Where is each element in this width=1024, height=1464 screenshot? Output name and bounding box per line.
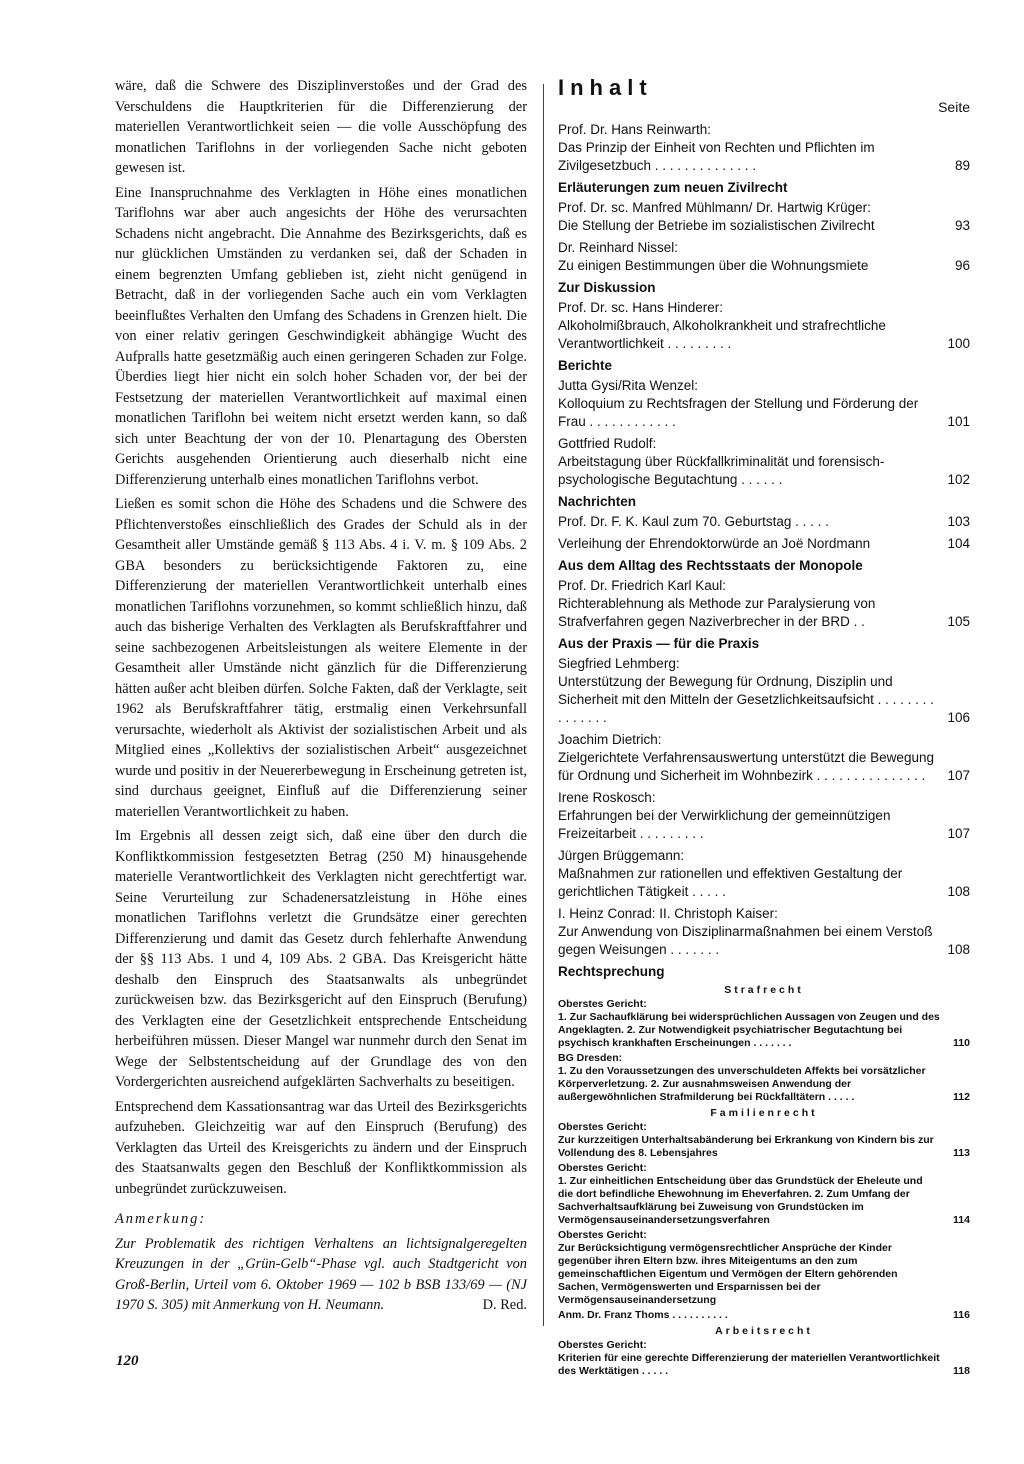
toc-entry-author: Jürgen Brüggemann: (558, 848, 685, 863)
toc-entry-author: Jutta Gysi/Rita Wenzel: (558, 378, 699, 393)
note-heading: Anmerkung: (115, 1211, 207, 1227)
toc-entry-title: Kolloquium zu Rechtsfragen der Stellung und Förderung der Frau . . . . . . . . . . . . (558, 396, 919, 429)
toc-entry-author: Joachim Dietrich: (558, 732, 662, 747)
toc-entry-title: Zu einigen Bestimmungen über die Wohnungsmiete (558, 258, 869, 273)
paragraph: wäre, daß die Schwere des Disziplinverstoßes und der Grad des Verschuldens die Hauptkriterien für die Differenzierung der materiellen Verantwortlichkeit seien — die volle Ausschöpfung des monatlichen Tariflohns in der vorliegenden Sache nicht geboten gewesen ist. (115, 78, 527, 176)
toc-entry-row (558, 317, 970, 353)
toc-entry-author: BG Dresden: (558, 1052, 623, 1064)
toc-subsection-heading: Arbeitsrecht (715, 1325, 813, 1337)
toc-entry (558, 1052, 970, 1104)
toc-entry-title: Die Stellung der Betriebe im sozialistischen Zivilrecht (558, 218, 875, 233)
toc-entry-row (558, 673, 970, 727)
toc-entry-title: Unterstützung der Bewegung für Ordnung, Disziplin und Sicherheit mit den Mitteln der Gesetzlichkeitsaufsicht . . . . . . . . . . . . . . . (558, 674, 934, 725)
toc-entry-author: Irene Roskosch: (558, 790, 656, 805)
toc-entry-page: 110 (953, 1037, 970, 1049)
toc-entry (558, 299, 970, 353)
paragraph: Im Ergebnis all dessen zeigt sich, daß eine über den durch die Konfliktkommission festgesetzten Betrag (250 M) hinausgehende materielle Verantwortlichkeit des Verklagten nicht gerechtfertigt war. Seine Verurteilung zur Schadenersatzleistung in Höhe eines monatlichen Tariflohns verletzt die Grundsätze einer gerechten Differenzierung und damit das Gesetz durch fehlerhafte Anwendung der §§ 113 Abs. 1 und 4, 109 Abs. 2 GBA. Das Kreisgericht hätte deshalb den Einspruch des Staatsanwalts als unbegründet zurückweisen bzw. das Bezirksgericht auf den Einspruch (Berufung) des Verklagten eine der Gesetzlichkeit entsprechende Entscheidung herbeiführen müssen. Dieser Mangel war nunmehr durch den Senat im Wege der Selbstentscheidung auf der Grundlage des von den Vordergerichten ausreichend aufgeklärten Sachverhalts zu beseitigen. (115, 828, 527, 1090)
toc-entry-page: 105 (947, 614, 970, 629)
toc-entry-page: 101 (947, 414, 970, 429)
toc-entry-title: Erfahrungen bei der Verwirklichung der gemeinnützigen Freizeitarbeit . . . . . . . . . (558, 808, 891, 841)
column-divider (543, 84, 544, 1326)
toc-entry-title: Zielgerichtete Verfahrensauswertung unterstützt die Bewegung für Ordnung und Sicherheit im Wohnbezirk . . . . . . . . . . . . . . . (558, 750, 934, 783)
toc-entry (558, 121, 970, 175)
toc-entry-title: Arbeitstagung über Rückfallkriminalität und forensisch-psychologische Begutachtung . . . . . . (558, 454, 885, 487)
toc-entry (558, 577, 970, 631)
article-column (115, 76, 527, 1320)
toc-entry-title: Zur Anwendung von Disziplinarmaßnahmen bei einem Verstoß gegen Weisungen . . . . . . . (558, 924, 933, 957)
toc-page-label: Seite (938, 99, 970, 115)
toc-entry-author: Prof. Dr. sc. Manfred Mühlmann/ Dr. Hartwig Krüger: (558, 200, 871, 215)
toc-section-heading: Zur Diskussion (558, 280, 656, 295)
toc-entry (558, 1229, 970, 1307)
toc-entry-page: 93 (954, 218, 970, 233)
toc-entry-row (558, 923, 970, 959)
toc-entry-author: Oberstes Gericht: (558, 1162, 647, 1174)
toc-entry-row (558, 1011, 970, 1050)
page-number: 120 (116, 1353, 139, 1369)
toc-entry-title: Verleihung der Ehrendoktorwürde an Joë Nordmann (558, 536, 871, 551)
toc-entry-author: Oberstes Gericht: (558, 1339, 647, 1351)
toc-entry (558, 513, 970, 531)
toc-section-heading: Rechtsprechung (558, 964, 665, 979)
toc-entry-row (558, 257, 970, 275)
toc-entry-row (558, 1065, 970, 1104)
toc-entry-title: Das Prinzip der Einheit von Rechten und Pflichten im Zivilgesetzbuch . . . . . . . . . . . . . . (558, 140, 875, 173)
toc-entry-title: Maßnahmen zur rationellen und effektiven Gestaltung der gerichtlichen Tätigkeit . . . . . (558, 866, 903, 899)
toc-entry-page: 102 (947, 472, 970, 487)
toc-entry (558, 1121, 970, 1160)
toc-entry-row (558, 217, 970, 235)
toc-entry-author: Dr. Reinhard Nissel: (558, 240, 679, 255)
toc-entry-row (558, 535, 970, 553)
toc-entry (558, 1339, 970, 1378)
toc-entry-title: Zur Berücksichtigung vermögensrechtlicher Ansprüche der Kinder gegenüber ihren Eltern bzw. ihres Miteigentums an den zum gemeinschaftlichen Eigentum und Vermögen der Eltern gehörenden Sachen, Vermögenswerten und Ersparnissen bei der Vermögensauseinandersetzung (558, 1242, 898, 1306)
toc-entry-author: Prof. Dr. sc. Hans Hinderer: (558, 300, 724, 315)
toc-entry-title: Richterablehnung als Methode zur Paralysierung von Strafverfahren gegen Naziverbrecher in der BRD . . (558, 596, 876, 629)
toc-entry-page: 114 (953, 1214, 970, 1226)
toc-entry-row (558, 1242, 970, 1307)
toc-entry-author: Oberstes Gericht: (558, 998, 647, 1010)
toc-entry (558, 199, 970, 235)
toc-entry-title: 1. Zur einheitlichen Entscheidung über das Grundstück der Eheleute und die dort befindliche Ehewohnung im Eheverfahren. 2. Zum Umfang der Sachverhaltsaufklärung bei Zuweisung von Grundstücken im Vermögensauseinandersetzungsverfahren (558, 1175, 923, 1226)
toc-entry-row (558, 749, 970, 785)
toc-entry (558, 905, 970, 959)
toc-entry-page: 107 (947, 768, 970, 783)
toc-entry-row (558, 1309, 970, 1322)
toc-entry-author: I. Heinz Conrad: II. Christoph Kaiser: (558, 906, 778, 921)
toc-section-heading: Erläuterungen zum neuen Zivilrecht (558, 180, 788, 195)
toc-entry (558, 789, 970, 843)
toc-entry-row (558, 807, 970, 843)
toc-entry-author: Siegfried Lehmberg: (558, 656, 680, 671)
toc-entry (558, 535, 970, 553)
toc-entry-title: Alkoholmißbrauch, Alkoholkrankheit und strafrechtliche Verantwortlichkeit . . . . . . . . . (558, 318, 886, 351)
toc-entry-title: Anm. Dr. Franz Thoms . . . . . . . . . . (558, 1309, 728, 1321)
toc-list (558, 121, 970, 1378)
toc-entry (558, 1309, 970, 1322)
toc-entry (558, 377, 970, 431)
toc-entry-title: 1. Zur Sachaufklärung bei widersprüchlichen Aussagen von Zeugen und des Angeklagten. 2. Zur Notwendigkeit psychiatrischer Begutachtung bei psychisch krankhaften Erscheinungen . . . . . . . (558, 1011, 940, 1049)
toc-entry-title: Zur kurzzeitigen Unterhaltsabänderung bei Erkrankung von Kindern bis zur Vollendung des 8. Lebensjahres (558, 1134, 934, 1159)
toc-entry-page: 118 (953, 1365, 970, 1377)
toc-entry-title: 1. Zu den Voraussetzungen des unverschuldeten Affekts bei vorsätzlicher Körperverletzung. 2. Zur ausnahmsweisen Anwendung der außergewöhnlichen Strafmilderung bei Rückfalltätern . . . . . (558, 1065, 926, 1103)
toc-entry (558, 731, 970, 785)
note-signature: D. Red. (482, 1297, 527, 1313)
toc-entry-row (558, 453, 970, 489)
toc-entry-row (558, 595, 970, 631)
toc-entry-row (558, 513, 970, 531)
toc-entry-page: 113 (953, 1147, 970, 1159)
table-of-contents (558, 75, 970, 1380)
toc-entry-page: 103 (947, 514, 970, 529)
toc-entry-page: 104 (947, 536, 970, 551)
toc-entry-row (558, 1352, 970, 1378)
toc-subsection-heading: Strafrecht (724, 984, 804, 996)
toc-entry-row (558, 865, 970, 901)
note-body: Zur Problematik des richtigen Verhaltens an lichtsignalgeregelten Kreuzungen in der „Grün-Gelb“-Phase vgl. auch Stadtgericht von Groß-Berlin, Urteil vom 6. Oktober 1969 — 102 b BSB 133/69 — (NJ 1970 S. 305) mit Anmerkung von H. Neumann. (115, 1235, 527, 1313)
toc-entry-page: 89 (954, 158, 970, 173)
toc-entry-title: Kriterien für eine gerechte Differenzierung der materiellen Verantwortlichkeit des Werktätigen . . . . . (558, 1352, 940, 1377)
toc-entry-page: 112 (953, 1091, 970, 1103)
toc-section-heading: Aus der Praxis — für die Praxis (558, 636, 760, 651)
toc-entry-page: 96 (954, 258, 970, 273)
toc-section-heading: Aus dem Alltag des Rechtsstaats der Monopole (558, 558, 863, 573)
toc-entry-page: 107 (947, 826, 970, 841)
toc-section-heading: Berichte (558, 358, 613, 373)
toc-entry (558, 655, 970, 727)
toc-entry (558, 847, 970, 901)
paragraph: Eine Inanspruchnahme des Verklagten in Höhe eines monatlichen Tariflohns war aber auch angesichts der Höhe des verursachten Schadens nicht angebracht. Die Annahme des Bezirksgerichts, daß es nur glücklichen Umständen zu verdanken sei, daß der Schaden in einem begrenzten Umfang geblieben ist, zieht nicht genügend in Betracht, daß in der vorliegenden Sache auch ein vom Verklagten beeinflußtes Verhalten den Umfang des Schadens in Grenzen hielt. Die von einer relativ geringen Geschwindigkeit abhängige Wucht des Aufpralls hatte gesetzmäßig auch einen geringeren Schaden zur Folge. Überdies liegt hier nicht ein solch hoher Schaden vor, der bei der Festsetzung der materiellen Verantwortlichkeit auf maximal einen monatlichen Tariflohn bei weitem nicht ersetzt werden kann, so daß sich unter Beachtung der von der 10. Plenartagung des Obersten Gerichts ausgehenden Orientierung auch dieserhalb nicht eine Differenzierung unterhalb eines monatlichen Tariflohns verbot. (115, 184, 527, 488)
toc-entry-row (558, 1134, 970, 1160)
toc-subsection-heading: Familienrecht (710, 1107, 818, 1119)
paragraph: Entsprechend dem Kassationsantrag war das Urteil des Bezirksgerichts aufzuheben. Gleichzeitig war auf den Einspruch (Berufung) des Verklagten das Urteil des Kreisgerichts zu ändern und der Einspruch des Staatsanwalts gegen den Beschluß der Konfliktkommission als unbegründet zurückzuweisen. (115, 1098, 527, 1197)
toc-entry-page: 108 (947, 884, 970, 899)
toc-entry (558, 435, 970, 489)
toc-entry (558, 239, 970, 275)
toc-entry (558, 998, 970, 1050)
note-text (115, 1234, 527, 1316)
toc-entry-page: 108 (947, 942, 970, 957)
toc-entry-author: Prof. Dr. Friedrich Karl Kaul: (558, 578, 727, 593)
paragraph: Ließen es somit schon die Höhe des Schadens und die Schwere des Pflichtenverstoßes einschließlich des Grades der Schuld als in der Gesamtheit aller Umstände gemäß § 113 Abs. 4 i. V. m. § 109 Abs. 2 GBA besonders zu berücksichtigende Faktoren zu, eine Differenzierung der materiellen Verantwortlichkeit unterhalb eines monatlichen Tariflohns vorzunehmen, so kommt schließlich hinzu, daß auch das bisherige Verhalten des Verklagten als Berufskraftfahrer und seine sachbezogenen Arbeitsleistungen als weitere Elemente in der Gesamtheit aller Umstände nicht gänzlich für die Differenzierung hätten außer acht bleiben dürfen. Solche Fakten, daß der Verklagte, seit 1962 als Berufskraftfahrer tätig, erstmalig einen Verkehrsunfall verursachte, wiederholt als Aktivist der sozialistischen Arbeit und als Mitglied eines „Kollektivs der sozialistischen Arbeit“ ausgezeichnet wurde und positiv in der Neuererbewegung in Erscheinung getreten ist, sind durchaus geeignet, Einfluß auf die Differenzierung seiner materiellen Verantwortlichkeit zu haben. (115, 496, 527, 820)
toc-entry-title: Prof. Dr. F. K. Kaul zum 70. Geburtstag . . . . . (558, 514, 829, 529)
toc-entry-author: Gottfried Rudolf: (558, 436, 657, 451)
toc-entry-page: 106 (947, 710, 970, 725)
toc-entry-author: Prof. Dr. Hans Reinwarth: (558, 122, 712, 137)
toc-title: Inhalt (558, 75, 653, 100)
toc-entry-row (558, 139, 970, 175)
toc-entry (558, 1162, 970, 1227)
toc-entry-author: Oberstes Gericht: (558, 1121, 647, 1133)
toc-entry-author: Oberstes Gericht: (558, 1229, 647, 1241)
toc-section-heading: Nachrichten (558, 494, 637, 509)
toc-entry-row (558, 1175, 970, 1227)
toc-entry-page: 116 (953, 1309, 970, 1321)
toc-entry-row (558, 395, 970, 431)
toc-entry-page: 100 (947, 336, 970, 351)
